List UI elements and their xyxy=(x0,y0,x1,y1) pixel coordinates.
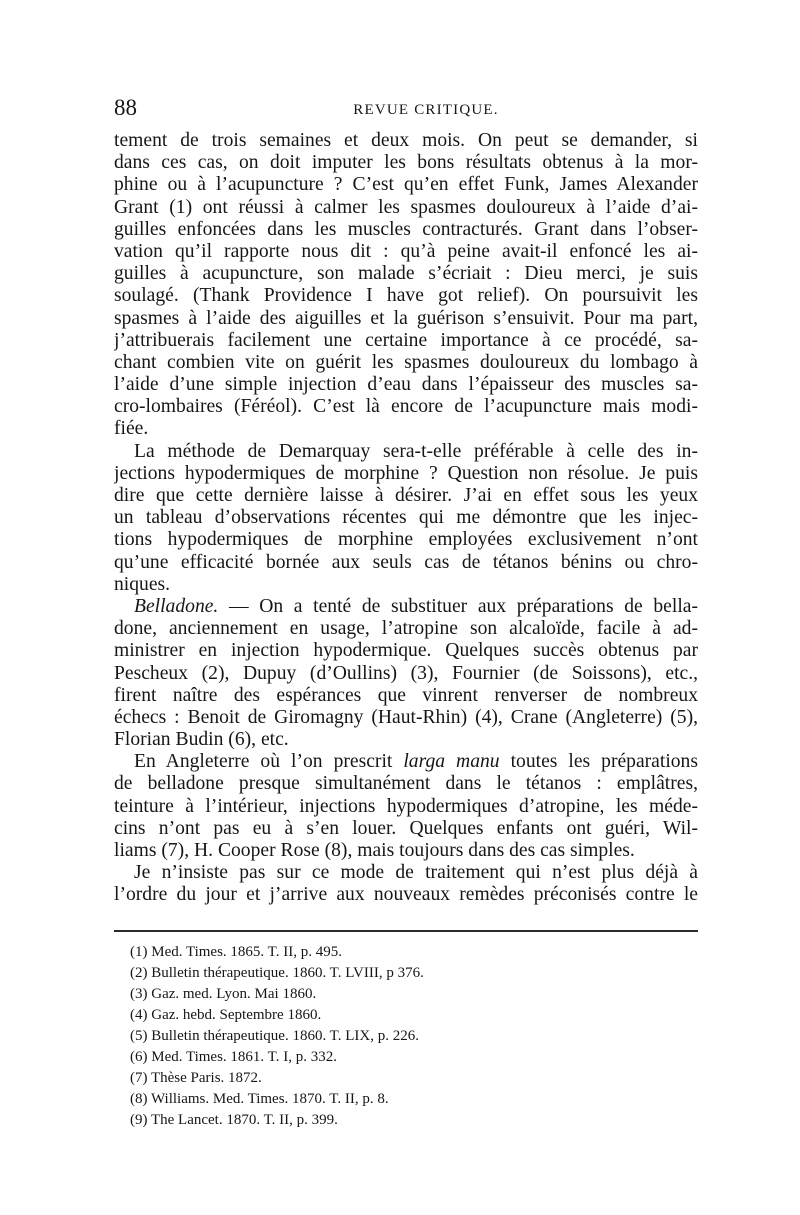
text-line: cins n’ont pas eu à s’en louer. Quelques enfants ont guéri, Wil- xyxy=(114,817,698,839)
footnote: (2) Bulletin thérapeutique. 1860. T. LVIII, p 376. xyxy=(130,965,424,981)
text-line: jections hypodermiques de morphine ? Question non résolue. Je puis xyxy=(114,462,698,484)
footnote-divider xyxy=(114,930,698,932)
text-segment: toutes les préparations xyxy=(510,751,698,773)
text-line: dire que cette dernière laisse à désirer. J’ai en effet sous les yeux xyxy=(114,485,698,506)
footnote: (1) Med. Times. 1865. T. II, p. 495. xyxy=(130,944,342,960)
text-line: guilles enfoncées dans les muscles contracturés. Grant dans l’obser- xyxy=(114,218,698,240)
text-segment: — On a tenté de substituer aux préparations de bella- xyxy=(228,595,698,617)
text-line: niques. xyxy=(114,573,171,595)
text-line: l’ordre du jour et j’arrive aux nouveaux remèdes préconisés contre le xyxy=(114,884,698,906)
text-line: La méthode de Demarquay sera-t-elle préférable à celle des in- xyxy=(134,440,698,462)
text-line: qu’une efficacité bornée aux seuls cas de tétanos bénins ou chro- xyxy=(114,551,698,573)
text-line: soulagé. (Thank Providence I have got relief). On poursuivit les xyxy=(114,285,698,307)
footnote: (6) Med. Times. 1861. T. I, p. 332. xyxy=(130,1049,337,1065)
text-line: chant combien vite on guérit les spasmes douloureux du lombago à xyxy=(114,351,698,373)
text-line: guilles à acupuncture, son malade s’écriait : Dieu merci, je suis xyxy=(114,263,698,285)
text-line xyxy=(114,751,698,773)
text-line: tions hypodermiques de morphine employées exclusivement n’ont xyxy=(114,529,698,551)
page-number: 88 xyxy=(114,95,137,120)
text-line: Pescheux (2), Dupuy (d’Oullins) (3), Fournier (de Soissons), etc., xyxy=(114,662,698,684)
text-line: tement de trois semaines et deux mois. On peut se demander, si xyxy=(114,130,698,151)
text-line: phine ou à l’acupuncture ? C’est qu’en effet Funk, James Alexander xyxy=(114,174,698,196)
text-segment: En Angleterre où l’on prescrit xyxy=(134,751,393,773)
footnotes xyxy=(130,942,550,1131)
text-line: firent naître des espérances que vinrent renverser de nombreux xyxy=(114,684,698,706)
footnote: (9) The Lancet. 1870. T. II, p. 399. xyxy=(130,1112,338,1128)
text-line: un tableau d’observations récentes qui me démontre que les injec- xyxy=(114,507,698,529)
footnote: (5) Bulletin thérapeutique. 1860. T. LIX, p. 226. xyxy=(130,1028,419,1044)
body-text xyxy=(114,130,698,907)
text-line: vation qu’il rapporte nous dit : qu’à peine avait-il enfoncé les ai- xyxy=(114,240,698,262)
text-line: dans ces cas, on doit imputer les bons résultats obtenus à la mor- xyxy=(114,152,698,174)
text-line: Florian Budin (6), etc. xyxy=(114,729,289,751)
footnote: (4) Gaz. hebd. Septembre 1860. xyxy=(130,1007,322,1023)
text-line: ministrer en injection hypodermique. Quelques succès obtenus par xyxy=(114,640,698,662)
text-line: fiée. xyxy=(114,418,149,440)
text-line: teinture à l’intérieur, injections hypodermiques d’atropine, les méde- xyxy=(114,795,698,817)
section-heading-belladone: Belladone. xyxy=(134,595,219,617)
text-line: j’attribuerais facilement une certaine importance à ce procédé, sa- xyxy=(114,329,698,351)
italic-phrase-larga-manu: larga manu xyxy=(403,751,500,773)
text-line: spasmes à l’aide des aiguilles et la guérison s’ensuivit. Pour ma part, xyxy=(114,307,698,329)
text-line: l’aide d’une simple injection d’eau dans l’épaisseur des muscles sa- xyxy=(114,374,698,396)
footnote: (8) Williams. Med. Times. 1870. T. II, p. 8. xyxy=(130,1091,389,1107)
text-line: de belladone presque simultanément dans le tétanos : emplâtres, xyxy=(114,773,698,795)
text-line: Je n’insiste pas sur ce mode de traitement qui n’est plus déjà à xyxy=(134,862,698,884)
text-line: échecs : Benoit de Giromagny (Haut-Rhin) (4), Crane (Angleterre) (5), xyxy=(114,706,698,728)
text-line: cro-lombaires (Féréol). C’est là encore de l’acupuncture mais modi- xyxy=(114,396,698,418)
page-header xyxy=(114,94,698,124)
text-line xyxy=(114,596,698,618)
text-line: Grant (1) ont réussi à calmer les spasmes douloureux à l’aide d’ai- xyxy=(114,196,698,218)
text-line: liams (7), H. Cooper Rose (8), mais toujours dans des cas simples. xyxy=(114,840,635,861)
text-line: done, anciennement en usage, l’atropine son alcaloïde, facile à ad- xyxy=(114,618,698,640)
running-title: REVUE CRITIQUE. xyxy=(353,102,499,118)
footnote: (7) Thèse Paris. 1872. xyxy=(130,1070,262,1086)
footnote: (3) Gaz. med. Lyon. Mai 1860. xyxy=(130,986,317,1002)
